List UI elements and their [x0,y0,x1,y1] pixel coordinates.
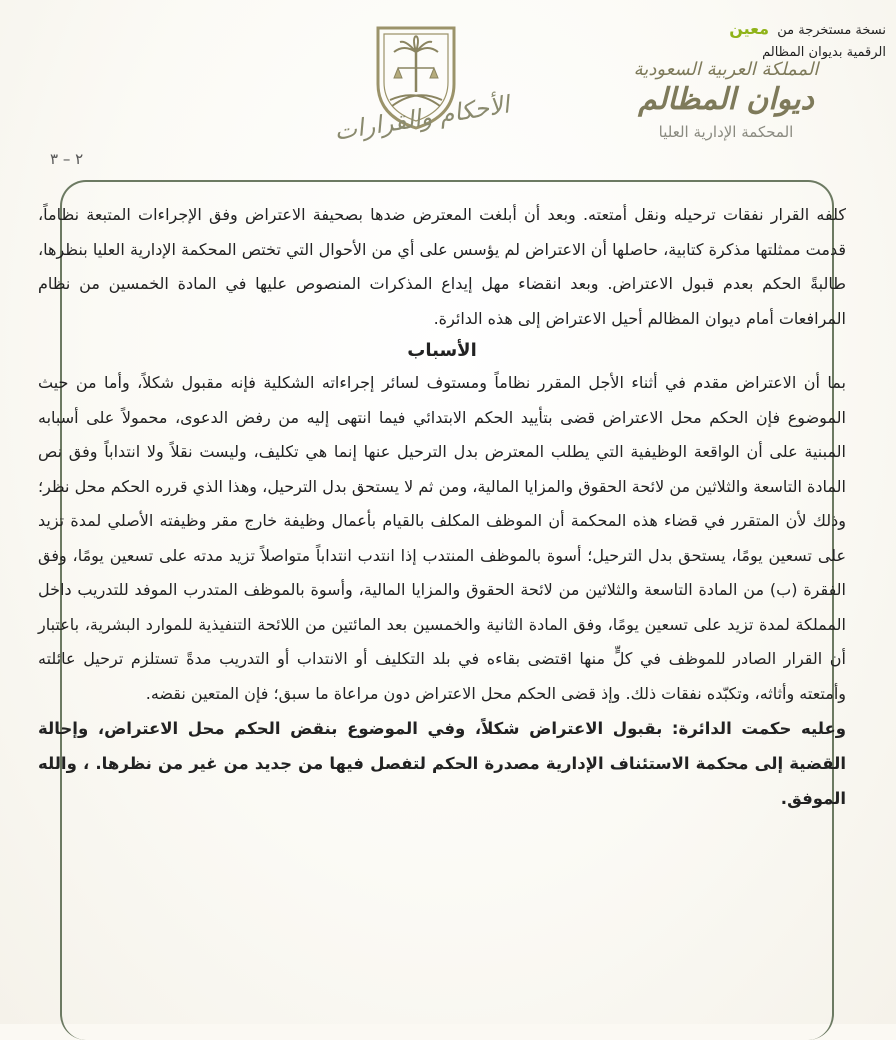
page-number: ٢ – ٣ [50,150,84,168]
judgment-body [38,198,846,816]
intro-paragraph: كلفه القرار نفقات ترحيله ونقل أمتعته. وبعد أن أبلغت المعترض ضدها بصحيفة الاعتراض وفق الإجراءات المتبعة نظاماً، قدمت ممثلتها مذكرة كتابية، حاصلها أن الاعتراض لم يؤسس على أي من الأحوال التي تختص المحكمة الإدارية العليا بنظرها، طالبةً الحكم بعدم قبول الاعتراض. وبعد انقضاء مهل إيداع المذكرات المنصوص عليها في المادة الخمسين من نظام المرافعات أمام ديوان المظالم أحيل الاعتراض إلى هذه الدائرة. [38,205,846,328]
moeen-logo: معين [729,19,770,38]
institution-title [626,58,826,146]
verdict-paragraph: وعليه حكمت الدائرة: بقبول الاعتراض شكلاً، وفي الموضوع بنقض الحكم محل الاعتراض، وإحالة القضية إلى محكمة الاستئناف الإدارية مصدرة الحكم لتفصل فيها من جديد من غير من نظرها. ، والله الموفق. [38,719,846,808]
court-name: المحكمة الإدارية العليا [658,123,794,141]
reasons-paragraph: بما أن الاعتراض مقدم في أثناء الأجل المقرر نظاماً ومستوف لسائر إجراءاته الشكلية فإنه مقبول شكلاً، وأما من حيث الموضوع فإن الحكم محل الاعتراض قضى بتأييد الحكم الابتدائي فيما انتهى إليه من رفض الدعوى، محمولاً على أسبابه المبنية على أن الواقعة الوظيفية التي يطلب المعترض بدل الترحيل عنها إنما هي تكليف، وليست نقلاً ولا انتداباً وفق نص المادة التاسعة والثلاثين من لائحة الحقوق والمزايا المالية، ومن ثم لا يستحق بدل الترحيل، وهذا الذي قرره الحكم محل نظر؛ وذلك لأن المتقرر في قضاء هذه المحكمة أن الموظف المكلف بالقيام بأعمال وظيفة خارج مقر وظيفته الأصلي لمدة تزيد على تسعين يومًا، يستحق بدل الترحيل؛ أسوة بالموظف المنتدب إذا انتدب انتداباً متواصلاً تزيد مدته على تسعين يومًا، وفق الفقرة (ب) من المادة التاسعة والثلاثين من لائحة الحقوق والمزايا المالية، وأسوة بالموظف المتدرب الموفد للتدريب داخل المملكة لمدة تزيد على تسعين يومًا، وفق المادة الثانية والخمسين بعد المائتين من اللائحة التنفيذية للموارد البشرية، باعتبار أن القرار الصادر للموظف في كلٍّ منها اقتضى بقاءه في بلد التكليف أو الانتداب أو التدريب مدةً تستلزم ترحيل عائلته وأمتعته وأثاثه، وتكبّده نفقات ذلك. وإذ قضى الحكم محل الاعتراض دون مراعاة ما سبق؛ فإن المتعين نقضه. [38,373,846,703]
kingdom-name: المملكة العربية السعودية [633,59,819,80]
emblem-motto: الأحكام والقرارات [332,90,512,146]
copy-note-prefix: نسخة مستخرجة من [777,23,886,38]
copy-note-line2: الرقمية بديوان المظالم [762,45,886,60]
reasons-heading: الأسباب [407,340,477,361]
board-of-grievances-name: ديوان المظالم [638,82,814,117]
